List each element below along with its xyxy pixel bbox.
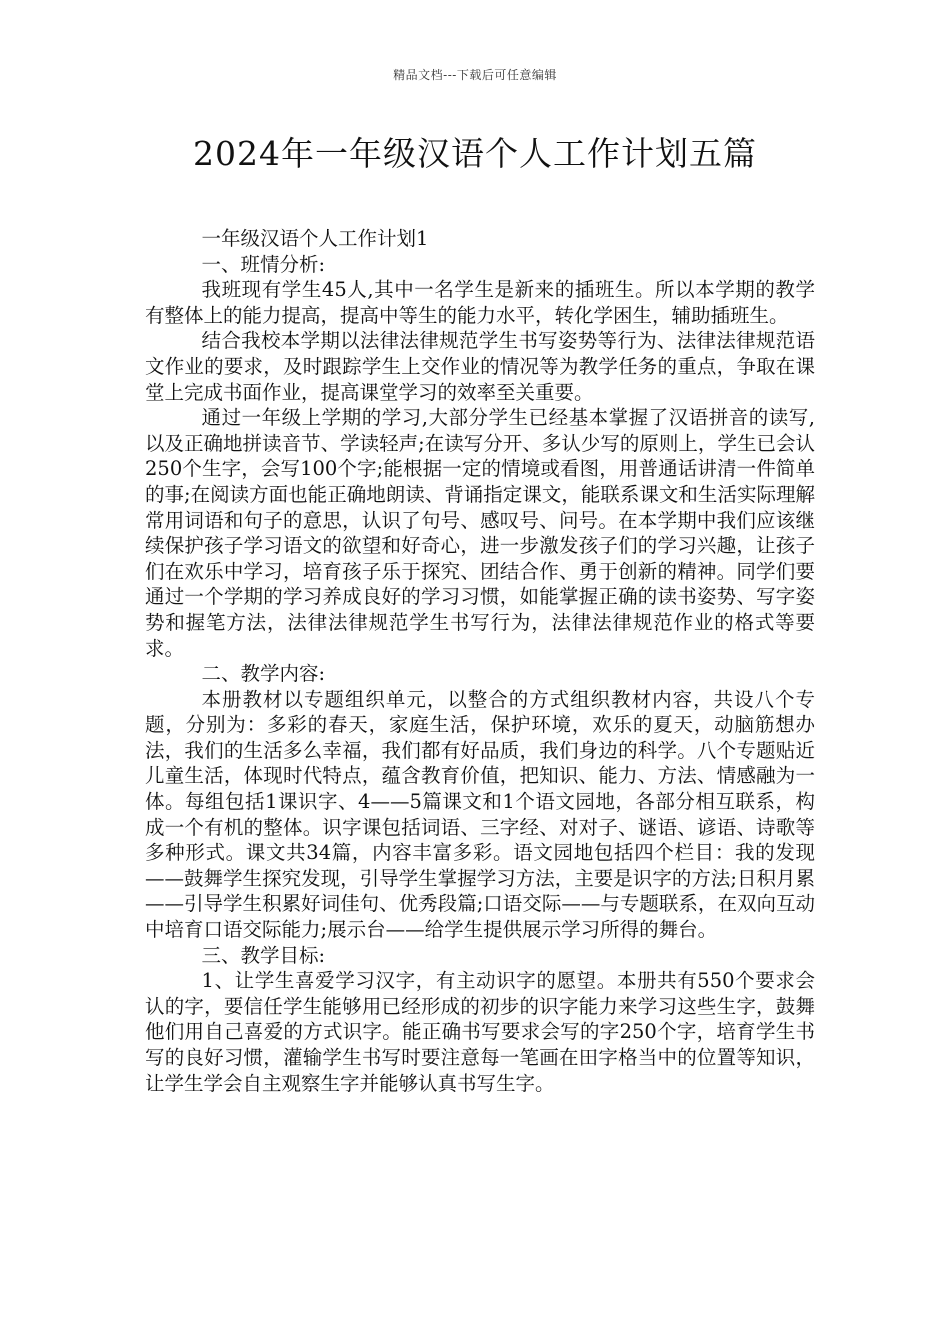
paragraph: 结合我校本学期以法律法律规范学生书写姿势等行为、法律法律规范语文作业的要求，及时跟踪学生上交作业的情况等为教学任务的重点，争取在课堂上完成书面作业，提高课堂学习的效率至关重要。 [145, 329, 815, 404]
paragraph: 通过一年级上学期的学习,大部分学生已经基本掌握了汉语拼音的读写,以及正确地拼读音节、学读轻声;在读写分开、多认少写的原则上，学生已会认250个生字，会写100个字;能根据一定的情境或看图，用普通话讲清一件简单的事;在阅读方面也能正确地朗读、背诵指定课文，能联系课文和生活实际理解常用词语和句子的意思，认识了句号、感叹号、问号。在本学期中我们应该继续保护孩子学习语文的欲望和好奇心，进一步激发孩子们的学习兴趣，让孩子们在欢乐中学习，培育孩子乐于探究、团结合作、勇于创新的精神。同学们要通过一个学期的学习养成良好的学习习惯，如能掌握正确的读书姿势、写字姿势和握笔方法，法律法律规范学生书写行为，法律法律规范作业的格式等要求。 [145, 406, 815, 660]
paragraph: 我班现有学生45人,其中一名学生是新来的插班生。所以本学期的教学有整体上的能力提高，提高中等生的能力水平，转化学困生，辅助插班生。 [145, 278, 815, 327]
heading-teaching-goals: 三、教学目标: [201, 943, 326, 967]
document-body [145, 226, 815, 1096]
heading-teaching-content: 二、教学内容: [201, 662, 326, 686]
paragraph: 本册教材以专题组织单元，以整合的方式组织教材内容，共设八个专题，分别为：多彩的春天，家庭生活，保护环境，欢乐的夏天，动脑筋想办法，我们的生活多么幸福，我们都有好品质，我们身边的科学。八个专题贴近儿童生活，体现时代特点，蕴含教育价值，把知识、能力、方法、情感融为一体。每组包括1课识字、4——5篇课文和1个语文园地，各部分相互联系，构成一个有机的整体。识字课包括词语、三字经、对对子、谜语、谚语、诗歌等多种形式。课文共34篇，内容丰富多彩。语文园地包括四个栏目：我的发现——鼓舞学生探究发现，引导学生掌握学习方法，主要是识字的方法;日积月累——引导学生积累好词佳句、优秀段篇;口语交际——与专题联系，在双向互动中培育口语交际能力;展示台——给学生提供展示学习所得的舞台。 [145, 687, 815, 942]
page-header: 精品文档---下载后可任意编辑 [393, 68, 557, 82]
section-plan-title: 一年级汉语个人工作计划1 [201, 227, 429, 250]
document-title: 2024年一年级汉语个人工作计划五篇 [193, 134, 757, 173]
heading-class-analysis: 一、班情分析: [201, 252, 326, 276]
paragraph: 1、让学生喜爱学习汉字，有主动识字的愿望。本册共有550个要求会认的字，要信任学生能够用已经形成的初步的识字能力来学习这些生字，鼓舞他们用自己喜爱的方式识字。能正确书写要求会写的字250个字，培育学生书写的良好习惯，灌输学生书写时要注意每一笔画在田字格当中的位置等知识，让学生学会自主观察生字并能够认真书写生字。 [145, 969, 815, 1095]
